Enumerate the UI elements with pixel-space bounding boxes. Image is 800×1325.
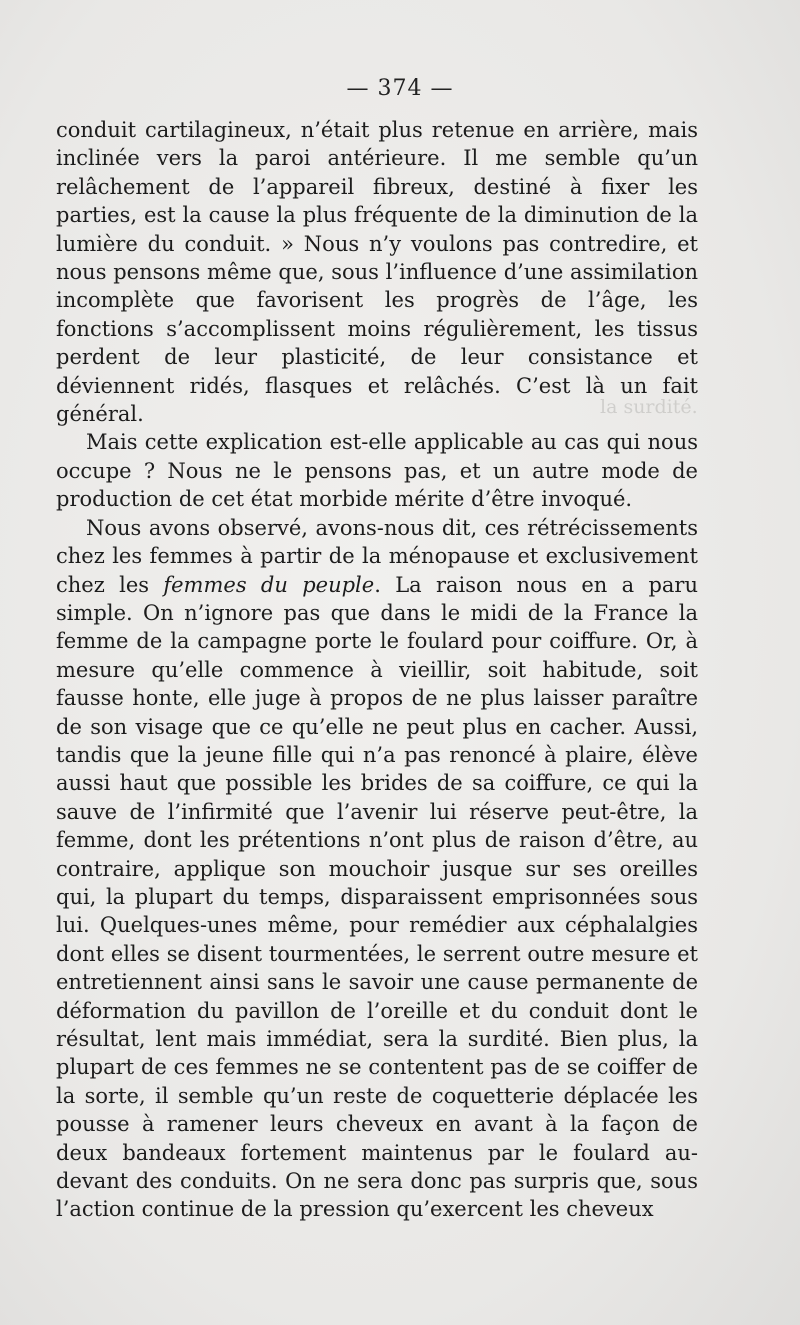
paragraph-3: [56, 514, 698, 1224]
body-text: [56, 116, 698, 1224]
paragraph-3-italic-phrase: femmes du peuple: [163, 572, 375, 597]
paragraph-2: [56, 428, 698, 513]
paragraph-3-text-start: Nous avons observé, avons-nous dit, ces rétrécissements chez les femmes à partir de la ménopause et exclusivement chez les: [56, 515, 698, 597]
paragraph-1: [56, 116, 698, 428]
paragraph-2-text: Mais cette explication est-elle applicable au cas qui nous occupe ? Nous ne le pensons pas, et un autre mode de production de cet état morbide mérite d’être invoqué.: [56, 430, 698, 512]
bleed-through-text: la surdité.: [600, 396, 698, 418]
paragraph-1-text: conduit cartilagineux, n’était plus retenue en arrière, mais inclinée vers la paroi antérieure. Il me semble qu’un relâchement de l’appareil fibreux, destiné à fixer les parties, est la cause la plus fréquente de la diminution de la lumière du conduit. » Nous n’y voulons pas contredire, et nous pensons même que, sous l’influence d’une assimilation incomplète que favorisent les progrès de l’âge, les fonctions s’accomplissent moins régulièrement, les tissus perdent de leur plasticité, de leur consistance et déviennent ridés, flasques et relâchés. C’est là un fait général.: [56, 118, 698, 427]
paragraph-3-text-end: . La raison nous en a paru simple. On n’ignore pas que dans le midi de la France la femme de la campagne porte le foulard pour coiffure. Or, à mesure qu’elle commence à vieillir, soit habitude, soit fausse honte, elle juge à propos de ne plus laisser paraître de son visage que ce qu’elle ne peut plus en cacher. Aussi, tandis que la jeune fille qui n’a pas renoncé à plaire, élève aussi haut que possible les brides de sa coiffure, ce qui la sauve de l’infirmité que l’avenir lui réserve peut-être, la femme, dont les prétentions n’ont plus de raison d’être, au contraire, applique son mouchoir jusque sur ses oreilles qui, la plupart du temps, disparaissent emprisonnées sous lui. Quelques-unes même, pour remédier aux céphalalgies dont elles se disent tourmentées, le serrent outre mesure et entretiennent ainsi sans le savoir une cause permanente de déformation du pavillon de l’oreille et du conduit dont le résultat, lent mais immédiat, sera la surdité. Bien plus, la plupart de ces femmes ne se contentent pas de se coiffer de la sorte, il semble qu’un reste de coquetterie déplacée les pousse à ramener leurs cheveux en avant à la façon de deux bandeaux fortement maintenus par le foulard au-devant des conduits. On ne sera donc pas surpris que, sous l’action continue de la pression qu’exercent les cheveux: [56, 572, 698, 1222]
page-number: — 374 —: [346, 76, 454, 101]
